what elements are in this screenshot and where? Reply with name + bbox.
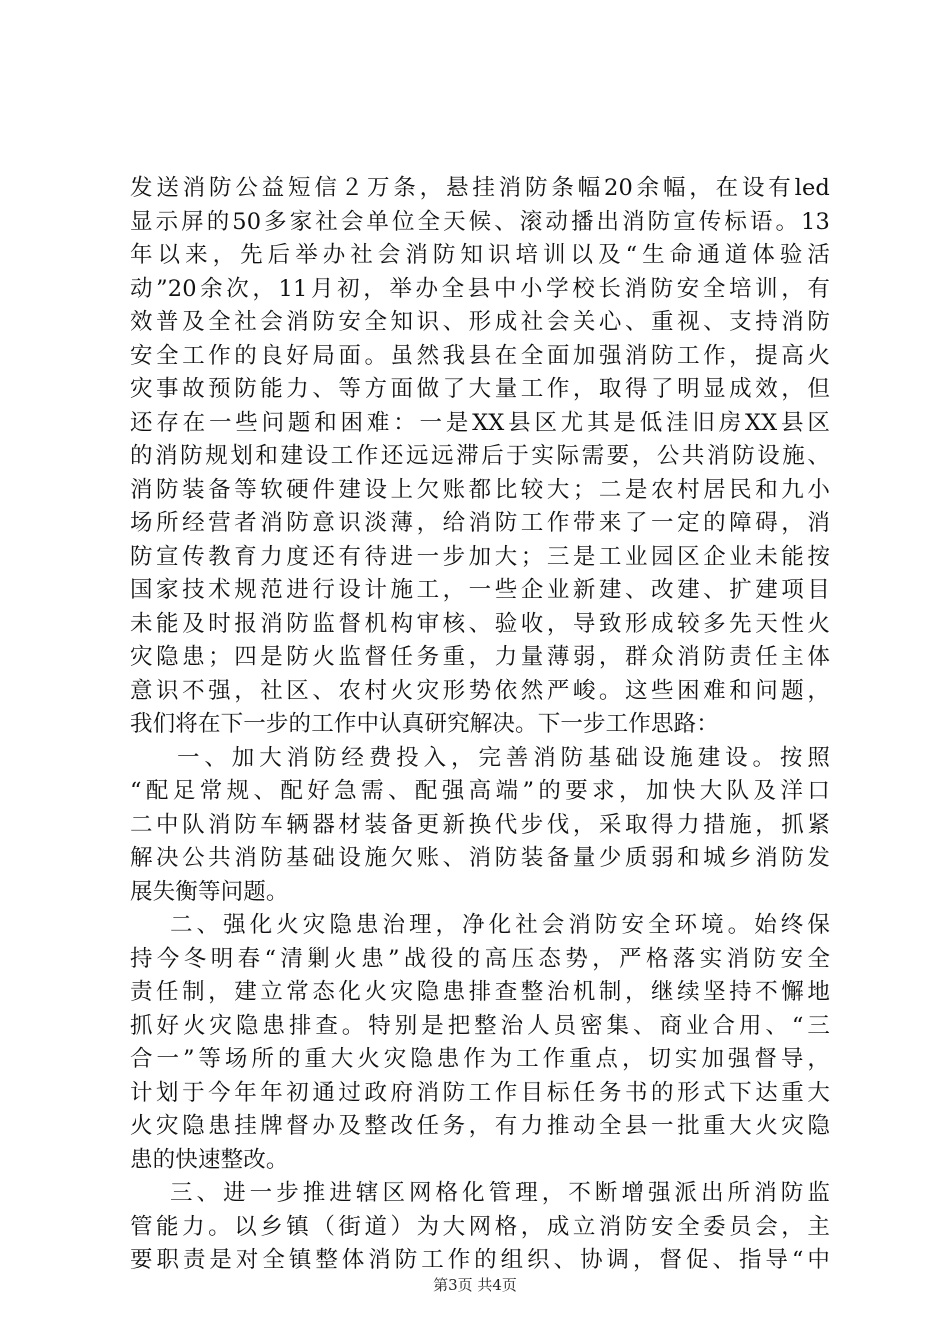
page-number-label: 第3页 共4页 bbox=[433, 1276, 517, 1294]
text-line: 抓好火灾隐患排查。特别是把整治人员密集、商业合用、“三 bbox=[130, 1012, 830, 1039]
text-line: 防宣传教育力度还有待进一步加大；三是工业园区企业未能按 bbox=[130, 543, 830, 570]
document-body bbox=[130, 172, 830, 1278]
text-line: 灾隐患；四是防火监督任务重，力量薄弱，群众消防责任主体 bbox=[130, 644, 830, 670]
text-line: 解决公共消防基础设施欠账、消防装备量少质弱和城乡消防发 bbox=[130, 845, 830, 871]
text-line: 显示屏的50多家社会单位全天候、滚动播出消防宣传标语。13 bbox=[130, 208, 830, 235]
text-line: 消防装备等软硬件建设上欠账都比较大；二是农村居民和九小 bbox=[130, 476, 830, 503]
text-line: 要职责是对全镇整体消防工作的组织、协调，督促、指导“中 bbox=[130, 1247, 830, 1273]
text-line: 未能及时报消防监督机构审核、验收，导致形成较多先天性火 bbox=[130, 610, 830, 637]
text-line: 的消防规划和建设工作还远远滞后于实际需要，公共消防设施、 bbox=[130, 443, 830, 469]
text-line: 我们将在下一步的工作中认真研究解决。下一步工作思路： bbox=[130, 711, 719, 737]
text-line: 还存在一些问题和困难：一是XX县区尤其是低洼旧房XX县区 bbox=[130, 409, 830, 436]
text-line: 发送消防公益短信２万条，悬挂消防条幅20余幅，在设有led bbox=[130, 175, 830, 201]
text-line: 患的快速整改。 bbox=[130, 1146, 289, 1173]
text-line: 二、强化火灾隐患治理，净化社会消防安全环境。始终保 bbox=[170, 912, 830, 938]
text-line: 计划于今年年初通过政府消防工作目标任务书的形式下达重大 bbox=[130, 1079, 830, 1106]
text-line: 灾事故预防能力、等方面做了大量工作，取得了明显成效，但 bbox=[130, 376, 830, 402]
text-line: 一、加大消防经费投入，完善消防基础设施建设。按照 bbox=[177, 744, 830, 771]
text-line: 三、进一步推进辖区网格化管理，不断增强派出所消防监 bbox=[170, 1180, 830, 1206]
text-line: 年以来，先后举办社会消防知识培训以及“生命通道体验活 bbox=[130, 242, 830, 268]
text-line: 责任制，建立常态化火灾隐患排查整治机制，继续坚持不懈地 bbox=[130, 979, 830, 1005]
text-line: 国家技术规范进行设计施工，一些企业新建、改建、扩建项目 bbox=[130, 577, 830, 603]
text-line: 二中队消防车辆器材装备更新换代步伐，采取得力措施，抓紧 bbox=[130, 811, 830, 838]
text-line: 效普及全社会消防安全知识、形成社会关心、重视、支持消防 bbox=[130, 309, 830, 335]
text-line: 安全工作的良好局面。虽然我县在全面加强消防工作，提高火 bbox=[130, 342, 830, 369]
text-line: 火灾隐患挂牌督办及整改任务，有力推动全县一批重大火灾隐 bbox=[130, 1113, 830, 1139]
page-footer bbox=[0, 1275, 950, 1295]
text-line: 动”20余次，11月初，举办全县中小学校长消防安全培训，有 bbox=[130, 275, 830, 302]
text-line: 持今冬明春“清剿火患”战役的高压态势，严格落实消防安全 bbox=[130, 945, 830, 972]
text-line: 合一”等场所的重大火灾隐患作为工作重点，切实加强督导， bbox=[130, 1046, 830, 1072]
text-line: “配足常规、配好急需、配强高端”的要求，加快大队及洋口 bbox=[130, 778, 830, 804]
text-line: 意识不强，社区、农村火灾形势依然严峻。这些困难和问题， bbox=[130, 677, 830, 704]
text-line: 管能力。以乡镇（街道）为大网格，成立消防安全委员会，主 bbox=[130, 1213, 830, 1240]
text-line: 场所经营者消防意识淡薄，给消防工作带来了一定的障碍，消 bbox=[130, 510, 830, 536]
text-line: 展失衡等问题。 bbox=[130, 878, 289, 905]
